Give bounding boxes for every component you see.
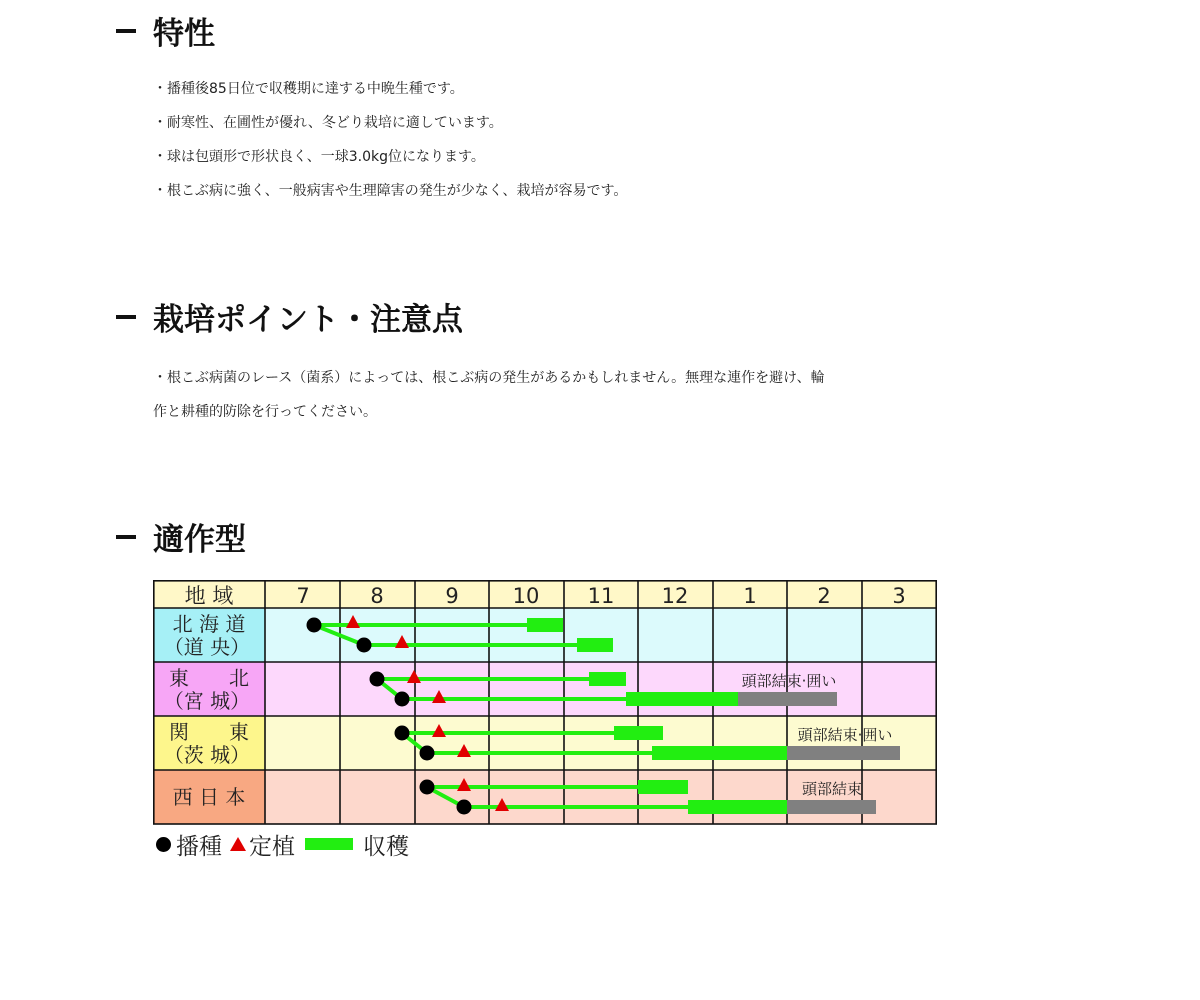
legend-harvest: 収穫 [363, 833, 409, 860]
region-label-west: 西 日 本 [172, 785, 246, 809]
month-label: 2 [817, 584, 831, 608]
month-label: 12 [661, 584, 689, 608]
region-sublabel-tohoku: （宮 城） [163, 689, 251, 713]
feature-item: ・耐寒性、在圃性が優れ、冬どり栽培に適しています。 [153, 115, 503, 131]
sowing-dot-icon [156, 837, 171, 852]
extension-label: 頭部結束·囲い [797, 726, 893, 744]
month-label: 3 [892, 584, 906, 608]
legend-planting: 定植 [249, 833, 295, 860]
cropping-title: 適作型 [153, 522, 246, 558]
features-list [153, 72, 627, 208]
region-sublabel-hokkaido: （道 央） [163, 635, 251, 659]
points-line: 作と耕種的防除を行ってください。 [153, 404, 377, 420]
region-sublabel-kanto: （茨 城） [163, 743, 251, 767]
dash-icon [116, 535, 136, 539]
planting-triangle-icon [230, 837, 246, 851]
chart-legend [156, 828, 409, 860]
month-label: 8 [370, 584, 384, 608]
harvest-bar-icon [305, 838, 353, 850]
cropping-schedule-chart [153, 580, 937, 825]
extension-label: 頭部結束·囲い [741, 672, 837, 690]
cropping-heading [116, 514, 246, 559]
region-label-tohoku: 東 北 [169, 666, 249, 690]
month-label: 1 [743, 584, 757, 608]
points-text [153, 361, 825, 429]
points-title: 栽培ポイント・注意点 [153, 302, 463, 338]
feature-item: ・根こぶ病に強く、一般病害や生理障害の発生が少なく、栽培が容易です。 [153, 183, 628, 199]
legend-sowing: 播種 [176, 833, 222, 860]
region-label-hokkaido: 北 海 道 [172, 612, 246, 636]
dash-icon [116, 315, 136, 319]
features-title: 特性 [153, 16, 215, 52]
header-region: 地 域 [184, 584, 234, 608]
month-label: 7 [296, 584, 310, 608]
region-label-kanto: 関 東 [169, 720, 249, 744]
extension-label: 頭部結束 [801, 780, 863, 798]
month-label: 9 [445, 584, 459, 608]
points-line: ・根こぶ病菌のレース（菌系）によっては、根こぶ病の発生があるかもしれません。無理な連作を避け、輪 [153, 370, 825, 386]
features-heading [116, 8, 215, 53]
feature-item: ・播種後85日位で収穫期に達する中晩生種です。 [153, 81, 464, 97]
points-heading [116, 294, 463, 339]
dash-icon [116, 29, 136, 33]
month-label: 11 [587, 584, 615, 608]
feature-item: ・球は包頭形で形状良く、一球3.0kg位になります。 [153, 149, 485, 165]
month-label: 10 [512, 584, 540, 608]
